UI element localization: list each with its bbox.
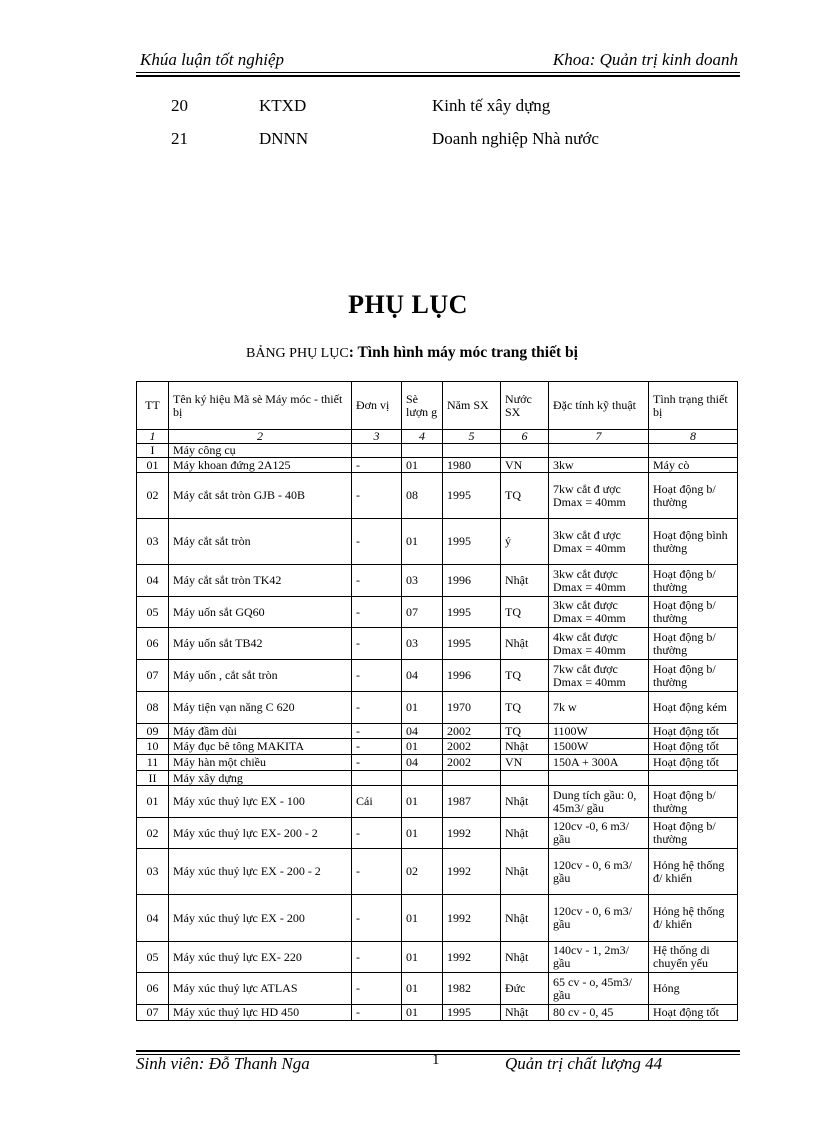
table-cell: 7kw cắt đ ược Dmax = 40mm [549, 473, 649, 519]
table-cell: Nhật [501, 849, 549, 895]
column-number: 2 [169, 430, 352, 444]
table-cell: Máy uốn sắt GQ60 [169, 597, 352, 628]
table-cell: Máy xúc thuỷ lực ATLAS [169, 973, 352, 1005]
table-body [137, 444, 738, 1021]
table-cell: TQ [501, 597, 549, 628]
table-cell: - [352, 692, 402, 724]
table-cell: - [352, 973, 402, 1005]
table-cell: Nhật [501, 739, 549, 755]
table-cell: Nhật [501, 565, 549, 597]
table-cell [402, 444, 443, 458]
footer-right: Quản trị chất lượng 44 [505, 1054, 663, 1073]
table-cell: 04 [137, 895, 169, 942]
table-cell: 06 [137, 973, 169, 1005]
table-cell [352, 771, 402, 786]
table-cell: 04 [137, 565, 169, 597]
table-row [137, 771, 738, 786]
table-cell: Nhật [501, 628, 549, 660]
table-row [137, 849, 738, 895]
table-cell: TQ [501, 473, 549, 519]
table-cell: 1992 [443, 849, 501, 895]
table-cell: Máy đục bê tông MAKITA [169, 739, 352, 755]
table-cell: Nhật [501, 818, 549, 849]
table-cell: 04 [402, 724, 443, 739]
table-cell: 09 [137, 724, 169, 739]
table-row [137, 895, 738, 942]
table-cell: Hỏng hệ thống đ/ khiển [649, 895, 738, 942]
table-cell: 01 [402, 739, 443, 755]
table-cell: Hoạt động bình thường [649, 519, 738, 565]
table-cell: 120cv -0, 6 m3/ gầu [549, 818, 649, 849]
column-number: 7 [549, 430, 649, 444]
table-cell: 1992 [443, 942, 501, 973]
table-cell: 65 cv - o, 45m3/ gầu [549, 973, 649, 1005]
header-right: Khoa: Quản trị kinh doanh [552, 50, 738, 69]
table-cell: 05 [137, 942, 169, 973]
table-cell: Máy xúc thuỷ lực EX- 220 [169, 942, 352, 973]
table-cell: 10 [137, 739, 169, 755]
table-row [137, 818, 738, 849]
table-cell: 07 [137, 1005, 169, 1021]
table-cell: 3kw [549, 458, 649, 473]
table-cell: 01 [402, 973, 443, 1005]
table-cell: 1995 [443, 473, 501, 519]
table-cell: Máy khoan đứng 2A125 [169, 458, 352, 473]
table-cell: Máy cò [649, 458, 738, 473]
abbreviation-meaning: Kinh tế xây dựng [432, 96, 551, 115]
table-cell: - [352, 565, 402, 597]
table-cell: 07 [402, 597, 443, 628]
table-row [137, 973, 738, 1005]
table-cell: 05 [137, 597, 169, 628]
table-cell: 1982 [443, 973, 501, 1005]
table-cell [402, 771, 443, 786]
page-title: PHỤ LỤC [348, 290, 468, 319]
table-cell: Nhật [501, 786, 549, 818]
abbreviation-number: 21 [171, 129, 188, 148]
table-row [137, 628, 738, 660]
footer-left: Sinh viên: Đỗ Thanh Nga [136, 1054, 310, 1073]
table-cell: Hỏng [649, 973, 738, 1005]
header-cell-status: Tình trạng thiết bị [649, 382, 738, 430]
table-cell: 1992 [443, 895, 501, 942]
table-cell: 2002 [443, 724, 501, 739]
table-row [137, 739, 738, 755]
table-cell: - [352, 597, 402, 628]
table-cell: - [352, 1005, 402, 1021]
table-row [137, 942, 738, 973]
table-cell: 1995 [443, 519, 501, 565]
table-caption-prefix: BẢNG PHỤ LỤC [246, 346, 349, 361]
abbreviation-number: 20 [171, 96, 188, 115]
table-cell: 80 cv - 0, 45 [549, 1005, 649, 1021]
header-cell-quantity: Sè lượn g [402, 382, 443, 430]
table-cell: Máy uốn , cắt sắt tròn [169, 660, 352, 692]
table-cell: 02 [402, 849, 443, 895]
table-cell: 02 [137, 818, 169, 849]
table-cell [649, 771, 738, 786]
header-left: Khúa luận tốt nghiệp [140, 50, 285, 69]
table-cell: - [352, 849, 402, 895]
table-cell [501, 771, 549, 786]
header-cell-year: Năm SX [443, 382, 501, 430]
table-cell: Hệ thống di chuyển yếu [649, 942, 738, 973]
table-cell: - [352, 458, 402, 473]
table-cell: Máy xúc thuỷ lực EX - 200 - 2 [169, 849, 352, 895]
table-cell: 2002 [443, 755, 501, 771]
column-number: 5 [443, 430, 501, 444]
table-cell: - [352, 660, 402, 692]
table-cell: Máy cắt sắt tròn TK42 [169, 565, 352, 597]
table-row [137, 1005, 738, 1021]
table-cell: - [352, 942, 402, 973]
table-cell: Máy xúc thuỷ lực EX - 200 [169, 895, 352, 942]
table-cell: 06 [137, 628, 169, 660]
table-caption [246, 344, 578, 362]
header-cell-tt: TT [137, 382, 169, 430]
table-cell: 01 [402, 1005, 443, 1021]
table-cell: 03 [137, 519, 169, 565]
table-caption-main: : Tình hình máy móc trang thiết bị [348, 344, 578, 361]
table-cell: Hoạt động b/ thường [649, 818, 738, 849]
table-cell: 07 [137, 660, 169, 692]
table-cell: 01 [402, 942, 443, 973]
table-cell: 120cv - 0, 6 m3/ gầu [549, 895, 649, 942]
table-cell: Máy xúc thuỷ lực EX - 100 [169, 786, 352, 818]
table-cell: Hoạt động b/ thường [649, 628, 738, 660]
table-cell: 7kw cắt được Dmax = 40mm [549, 660, 649, 692]
abbreviation-meaning: Doanh nghiệp Nhà nước [432, 129, 599, 148]
table-cell: 140cv - 1, 2m3/ gầu [549, 942, 649, 973]
table-cell: 3kw cắt đ ược Dmax = 40mm [549, 519, 649, 565]
table-row [137, 755, 738, 771]
table-cell: Đức [501, 973, 549, 1005]
table-cell [501, 444, 549, 458]
table-cell [352, 444, 402, 458]
table-row [137, 473, 738, 519]
table-cell: 7k w [549, 692, 649, 724]
column-number: 8 [649, 430, 738, 444]
table-cell: 3kw cắt được Dmax = 40mm [549, 565, 649, 597]
table-cell: 02 [137, 473, 169, 519]
table-cell: 1992 [443, 818, 501, 849]
table-row [137, 692, 738, 724]
table-cell: Máy tiện vạn năng C 620 [169, 692, 352, 724]
table-cell: Máy uốn sắt TB42 [169, 628, 352, 660]
table-cell: 120cv - 0, 6 m3/ gầu [549, 849, 649, 895]
equipment-table [136, 381, 738, 1021]
table-cell: Máy xúc thuỷ lực HD 450 [169, 1005, 352, 1021]
table-cell: 1500W [549, 739, 649, 755]
table-cell: 1970 [443, 692, 501, 724]
table-cell [443, 444, 501, 458]
table-cell: 08 [402, 473, 443, 519]
column-number: 1 [137, 430, 169, 444]
column-number-row [137, 430, 738, 444]
table-cell: Hoạt động b/ thường [649, 473, 738, 519]
table-cell: 04 [402, 660, 443, 692]
table-cell: Nhật [501, 895, 549, 942]
table-cell: II [137, 771, 169, 786]
table-cell: 3kw cắt được Dmax = 40mm [549, 597, 649, 628]
table-row [137, 565, 738, 597]
table-cell: Hoạt động b/ thường [649, 597, 738, 628]
table-cell: - [352, 724, 402, 739]
table-cell: 01 [402, 458, 443, 473]
table-row [137, 444, 738, 458]
table-cell: 01 [137, 458, 169, 473]
table-cell: Máy xúc thuỷ lực EX- 200 - 2 [169, 818, 352, 849]
table-cell: 2002 [443, 739, 501, 755]
table-cell: Máy công cụ [169, 444, 352, 458]
table-cell: 01 [137, 786, 169, 818]
table-cell: Máy xây dựng [169, 771, 352, 786]
table-cell: 04 [402, 755, 443, 771]
table-cell: 03 [137, 849, 169, 895]
table-cell: 1980 [443, 458, 501, 473]
table-row [137, 786, 738, 818]
column-number: 4 [402, 430, 443, 444]
table-cell: VN [501, 755, 549, 771]
table-cell: 11 [137, 755, 169, 771]
header-rule [136, 72, 740, 73]
table-cell: 1996 [443, 565, 501, 597]
table-cell: - [352, 519, 402, 565]
table-cell: - [352, 895, 402, 942]
table-row [137, 519, 738, 565]
table-cell: - [352, 755, 402, 771]
header-cell-unit: Đơn vị [352, 382, 402, 430]
table-cell: 1995 [443, 628, 501, 660]
table-cell: 1995 [443, 1005, 501, 1021]
table-cell: Cái [352, 786, 402, 818]
table-cell [443, 771, 501, 786]
table-cell: TQ [501, 724, 549, 739]
column-number: 6 [501, 430, 549, 444]
table-cell: Máy đầm dùi [169, 724, 352, 739]
abbreviation-code: KTXD [259, 96, 307, 115]
table-cell: 01 [402, 519, 443, 565]
table-cell: Hỏng hệ thống đ/ khiển [649, 849, 738, 895]
header-cell-spec: Đặc tính kỹ thuật [549, 382, 649, 430]
table-cell: 03 [402, 565, 443, 597]
table-row [137, 458, 738, 473]
table-cell: Máy hàn một chiều [169, 755, 352, 771]
table-cell: Hoạt động b/ thường [649, 660, 738, 692]
table-cell: 01 [402, 895, 443, 942]
header-cell-country: Nước SX [501, 382, 549, 430]
table-cell: Hoạt động kém [649, 692, 738, 724]
table-cell: 01 [402, 786, 443, 818]
table-cell: Hoạt động tốt [649, 755, 738, 771]
table-cell: 08 [137, 692, 169, 724]
table-cell: - [352, 473, 402, 519]
table-cell: - [352, 739, 402, 755]
table-cell: 01 [402, 818, 443, 849]
table-cell: Dung tích gầu: 0, 45m3/ gầu [549, 786, 649, 818]
table-cell: 1995 [443, 597, 501, 628]
table-row [137, 724, 738, 739]
table-cell: 03 [402, 628, 443, 660]
table-cell: VN [501, 458, 549, 473]
column-number: 3 [352, 430, 402, 444]
table-cell: 4kw cắt được Dmax = 40mm [549, 628, 649, 660]
header-rule-thick [136, 75, 740, 77]
table-row [137, 597, 738, 628]
table-cell: Máy cắt sắt tròn [169, 519, 352, 565]
page-number: 1 [432, 1052, 440, 1068]
table-cell: - [352, 818, 402, 849]
table-cell: 1987 [443, 786, 501, 818]
table-cell: Hoạt động b/ thường [649, 565, 738, 597]
table-cell: - [352, 628, 402, 660]
table-cell: 150A + 300A [549, 755, 649, 771]
table-row [137, 660, 738, 692]
table-cell: 01 [402, 692, 443, 724]
table-cell: Nhật [501, 1005, 549, 1021]
table-cell: ý [501, 519, 549, 565]
header-cell-name: Tên ký hiệu Mã sè Máy móc - thiết bị [169, 382, 352, 430]
abbreviation-code: DNNN [259, 129, 309, 148]
table-cell: TQ [501, 660, 549, 692]
table-cell: I [137, 444, 169, 458]
table-cell: Hoạt động tốt [649, 724, 738, 739]
table-cell: Hoạt động tốt [649, 1005, 738, 1021]
table-cell [549, 444, 649, 458]
table-cell: Nhật [501, 942, 549, 973]
table-cell: Hoạt động b/ thường [649, 786, 738, 818]
table-header-row [137, 382, 738, 430]
table-cell: 1100W [549, 724, 649, 739]
table-cell [649, 444, 738, 458]
table-cell: 1996 [443, 660, 501, 692]
running-header [136, 50, 738, 72]
table-cell: TQ [501, 692, 549, 724]
table-cell: Hoạt động tốt [649, 739, 738, 755]
table-cell [549, 771, 649, 786]
table-cell: Máy cắt sắt tròn GJB - 40B [169, 473, 352, 519]
